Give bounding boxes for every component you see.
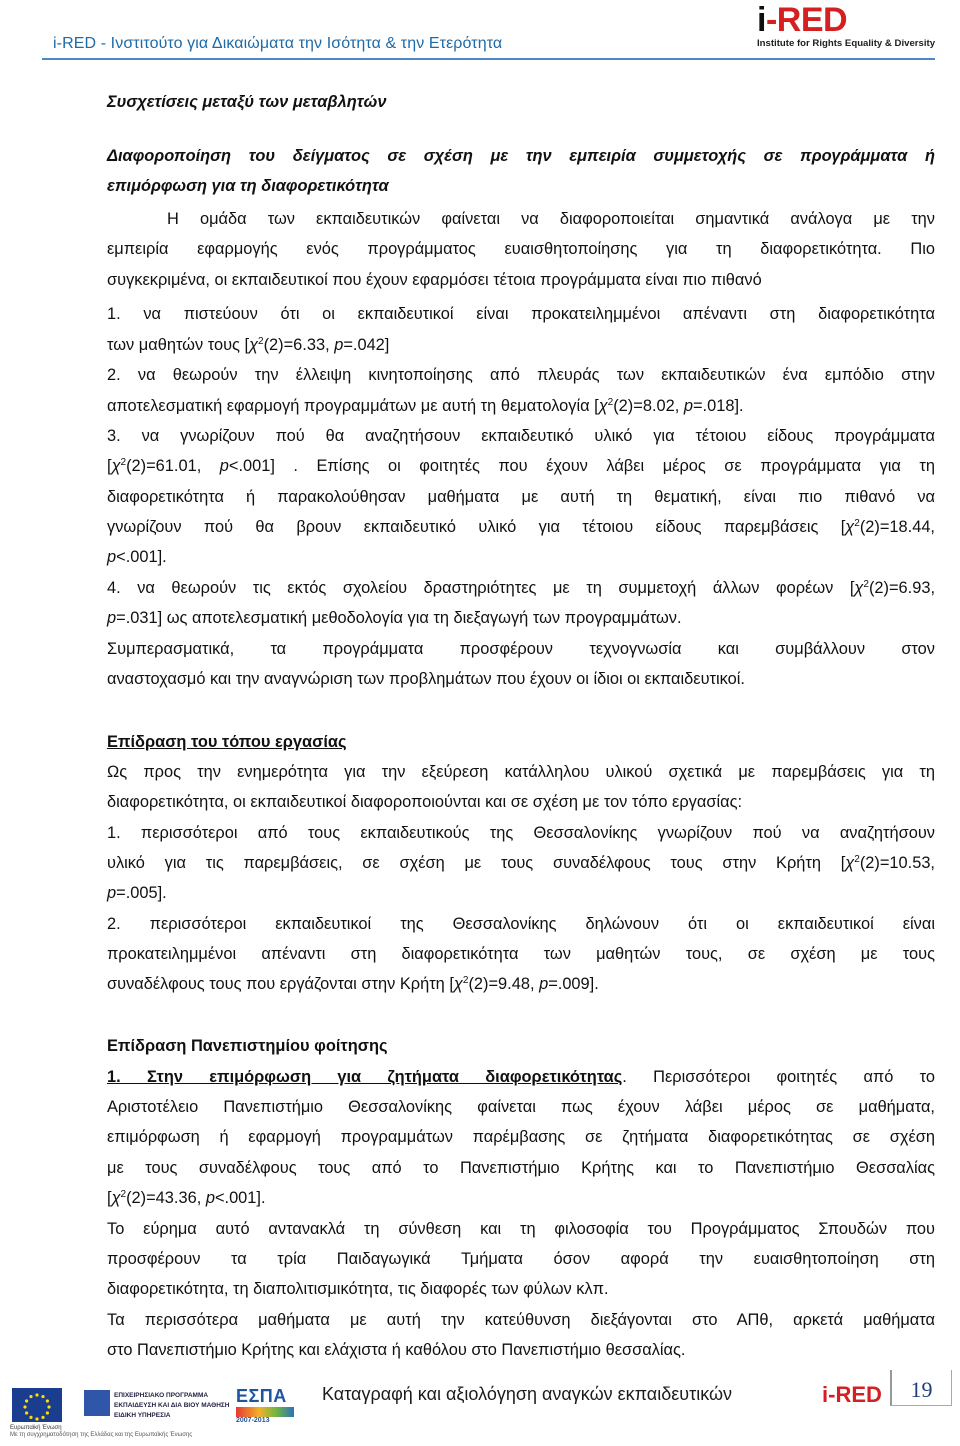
header-divider xyxy=(42,58,935,60)
page-header xyxy=(0,0,960,62)
paragraph-line: διαφορετικότητα, τη διαπολιτισμικότητα, τις διαφορές των φύλων κλπ. xyxy=(107,1280,609,1298)
header-title: i-RED - Ινστιτούτο για Δικαιώματα την Ισότητα & την Ετερότητα xyxy=(53,35,503,52)
funding-note: Με τη συγχρηματοδότηση της Ελλάδας και της Ευρωπαϊκής Ένωσης xyxy=(10,1432,193,1438)
section-heading-correlations: Συσχετίσεις μεταξύ των μεταβλητών xyxy=(107,93,387,111)
ired-logo: i-RED xyxy=(757,1,848,39)
operational-programme-logo: ΕΠΙΧΕΙΡΗΣΙΑΚΟ ΠΡΟΓΡΑΜΜΑ ΕΚΠΑΙΔΕΥΣΗ ΚΑΙ ΔΙΑ ΒΙΟΥ ΜΑΘΗΣΗ ΕΙΔΙΚΗ ΥΠΗΡΕΣΙΑ xyxy=(84,1386,218,1430)
list-item-1: 1. περισσότεροι από τους εκπαιδευτικούς της Θεσσαλονίκης γνωρίζουν πού να αναζητήσουν xyxy=(107,824,935,842)
paragraph-line: Η ομάδα των εκπαιδευτικών φαίνεται να διαφοροποιείται σημαντικά ανάλογα με την xyxy=(167,210,935,228)
page-footer xyxy=(0,1370,960,1446)
espa-color-bar xyxy=(236,1407,294,1417)
paragraph-line: συγκεκριμένα, οι εκπαιδευτικοί που έχουν εφαρμόσει τέτοια προγράμματα είναι πιο πιθανό xyxy=(107,271,762,289)
paragraph-line: p<.001]. xyxy=(107,548,167,566)
page-number-box xyxy=(890,1370,952,1406)
subheading-line-2: επιμόρφωση για τη διαφορετικότητα xyxy=(107,177,389,195)
list-item-1-stat: υλικό για τις παρεμβάσεις, σε σχέση με τους συναδέλφους τους στην Κρήτη [$\chi^2(2)=10.53$, xyxy=(107,854,935,872)
conclusion-line-2: αναστοχασμό και την αναγνώριση των προβλημάτων που έχουν οι ίδιοι οι εκπαιδευτικοί. xyxy=(107,670,745,688)
list-item-1: 1. Στην επιμόρφωση για ζητήματα διαφορετικότητας. Περισσότεροι φοιτητές από το xyxy=(107,1068,935,1086)
list-item-2: 2. περισσότεροι εκπαιδευτικοί της Θεσσαλονίκης δηλώνουν ότι οι εκπαιδευτικοί είναι xyxy=(107,915,935,933)
page-number: 19 xyxy=(910,1377,933,1402)
paragraph-line: Τα περισσότερα μαθήματα με αυτή την κατεύθυνση διεξάγονται στο ΑΠθ, αρκετά μαθήματα xyxy=(107,1311,935,1329)
list-item-2-stat: αποτελεσματική εφαρμογή προγραμμάτων με αυτή τη θεματολογία [$\chi^2(2)=8.02$, p=.018]. xyxy=(107,397,744,415)
footer-caption: Καταγραφή και αξιολόγηση αναγκών εκπαιδευτικών xyxy=(322,1384,733,1404)
paragraph-line: επιμόρφωση ή εφαρμογή προγραμμάτων παρέμβασης σε ζητήματα διαφορετικότητας σε σχέση xyxy=(107,1128,935,1146)
eu-flag-icon xyxy=(12,1388,62,1422)
list-item-1: 1. να πιστεύουν ότι οι εκπαιδευτικοί είναι προκατειλημμένοι απέναντι στη διαφορετικότητα xyxy=(107,305,935,323)
paragraph-line: εμπειρία εφαρμογής ενός προγράμματος ευαισθητοποίησης για τη διαφορετικότητα. Πιο xyxy=(107,240,935,258)
espa-logo: ΕΣΠΑ 2007-2013 xyxy=(236,1386,296,1430)
subheading-line-1: Διαφοροποίηση του δείγματος σε σχέση με την εμπειρία συμμετοχής σε προγράμματα ή xyxy=(107,147,935,165)
paragraph-line: διαφορετικότητα, οι εκπαιδευτικοί διαφοροποιούνται και σε σχέση με τον τόπο εργασίας: xyxy=(107,793,743,811)
list-item-1-stat: των μαθητών τους [$\chi^2(2)=6.33$, p=.042] xyxy=(107,336,390,354)
paragraph-line: γνωρίζουν πού θα βρουν εκπαιδευτικό υλικό για τέτοιου είδους παρεμβάσεις [$\chi^2(2)=18.44$, xyxy=(107,518,935,536)
paragraph-line: στο Πανεπιστήμιο Κρήτης και ελάχιστα ή καθόλου στο Πανεπιστήμιο θεσσαλίας. xyxy=(107,1341,686,1359)
paragraph-line: διαφορετικότητα ή παρακολούθησαν μαθήματα με αυτή τη θεματική, είναι πιο πιθανό να xyxy=(107,488,935,506)
list-item-4: 4. να θεωρούν τις εκτός σχολείου δραστηριότητες με τη συμμετοχή άλλων φορέων [$\chi^2(2)=6.93$, xyxy=(107,579,935,597)
footer-ired-logo: i-RED xyxy=(822,1382,882,1407)
paragraph-line: προσφέρουν τα τρία Παιδαγωγικά Τμήματα όσον αφορά την ευαισθητοποίηση στη xyxy=(107,1250,935,1268)
paragraph-line: με τους συναδέλφους τους από το Πανεπιστήμιο Κρήτης και το Πανεπιστήμιο Θεσσαλίας xyxy=(107,1159,935,1177)
programme-mark-icon xyxy=(84,1390,110,1416)
list-item-2: 2. να θεωρούν την έλλειψη κινητοποίησης από πλευράς των εκπαιδευτικών ένα εμπόδιο στην xyxy=(107,366,935,384)
paragraph-line: Αριστοτέλειο Πανεπιστήμιο Θεσσαλονίκης φαίνεται πως έχουν λάβει μέρος σε μαθήματα, xyxy=(107,1098,935,1116)
list-item-2-stat: συναδέλφους τους που εργάζονται στην Κρήτη [$\chi^2(2)=9.48$, p=.009]. xyxy=(107,975,599,993)
logo-tagline: Institute for Rights Equality & Diversity xyxy=(757,38,936,49)
eu-caption: Ευρωπαϊκή Ένωση xyxy=(10,1425,62,1431)
list-item-1-stat: [$\chi^2(2)=43.36$, p<.001]. xyxy=(107,1189,266,1207)
list-item-4-stat: p=.031] ως αποτελεσματική μεθοδολογία για τη διεξαγωγή των προγραμμάτων. xyxy=(107,609,682,627)
section-heading-university: Επίδραση Πανεπιστημίου φοίτησης xyxy=(107,1037,388,1055)
paragraph-line: προκατειλημμένοι απέναντι στη διαφορετικότητα των μαθητών τους, σε σχέση με τους xyxy=(107,945,935,963)
conclusion-line-1: Συμπερασματικά, τα προγράμματα προσφέρουν τεχνογνωσία και συμβάλλουν στον xyxy=(107,640,935,658)
paragraph-line: Ως προς την ενημερότητα για την εξεύρεση κατάλληλου υλικού σχετικά με παρεμβάσεις για τη xyxy=(107,763,935,781)
list-item-1-pvalue: p=.005]. xyxy=(107,884,167,902)
section-heading-workplace: Επίδραση του τόπου εργασίας xyxy=(107,733,347,751)
paragraph-line: Το εύρημα αυτό αντανακλά τη σύνθεση και τη φιλοσοφία του Προγράμματος Σπουδών που xyxy=(107,1220,935,1238)
list-item-3: 3. να γνωρίζουν πού θα αναζητήσουν εκπαιδευτικό υλικό για τέτοιου είδους προγράμματα xyxy=(107,427,935,445)
list-item-3-stat: [$\chi^2(2)=61.01$, p<.001] . Επίσης οι φοιτητές που έχουν λάβει μέρος σε προγράμματα για τη xyxy=(107,457,935,475)
